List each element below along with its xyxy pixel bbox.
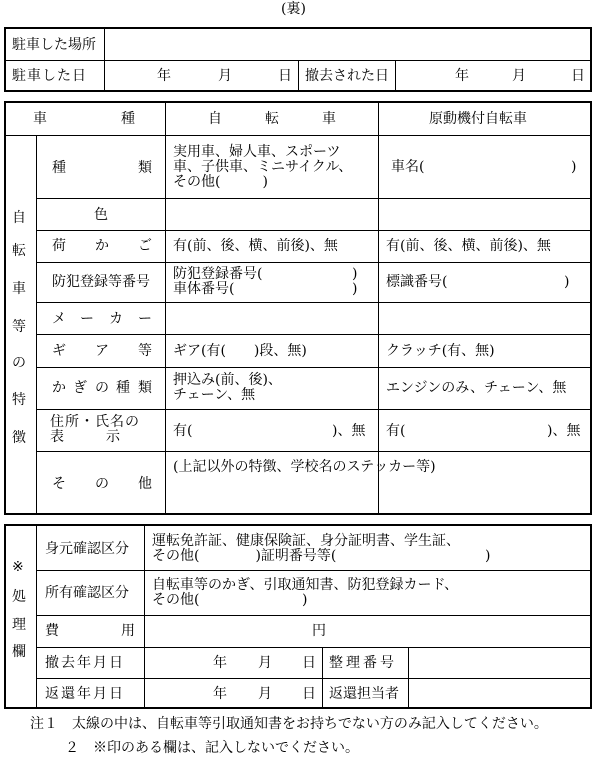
lock-moped-options[interactable]: エンジンのみ、チェーン、無 (386, 380, 567, 396)
parked-place-field[interactable] (106, 29, 590, 59)
kind-bicycle-line-2: 車、子供車、ミニサイクル、 (173, 159, 353, 175)
fee-field[interactable] (145, 616, 590, 646)
header-bicycle-1: 自 (208, 111, 222, 127)
basket-label-1: 荷 (52, 238, 66, 254)
lock-label-3: の (95, 380, 109, 396)
removed-date-field[interactable] (397, 62, 590, 90)
gear-label-1: ギ (52, 343, 66, 359)
address-bicycle-close: )、無 (332, 423, 366, 439)
identity-field[interactable] (145, 525, 590, 569)
parked-date-label: 駐車した日 (12, 68, 87, 84)
address-moped-text: 有( (386, 423, 406, 439)
ref-no-label: 整理番号 (329, 655, 397, 671)
processing-side-3: 欄 (12, 644, 26, 660)
kind-label-1: 種 (52, 160, 66, 176)
color-moped-field[interactable] (379, 199, 590, 229)
header-type-1: 車 (33, 111, 47, 127)
kind-bicycle-field[interactable] (166, 136, 377, 197)
other-label-2: の (95, 476, 109, 492)
return-date-label: 返還年月日 (45, 686, 125, 702)
basket-moped-options[interactable]: 有(前、後、横、前後)、無 (386, 238, 551, 254)
maker-label-1: メ (52, 311, 66, 327)
processing-side-mark: ※ (12, 559, 24, 575)
side-label-4: 等 (12, 319, 26, 335)
address-label-line-1: 住所・氏名の (50, 414, 140, 430)
parked-date-month: 月 (218, 68, 232, 84)
maker-label-3: カ (109, 311, 123, 327)
other-label-3: 他 (138, 476, 152, 492)
removed-date-label: 撤去された日 (305, 68, 389, 84)
page-side-mark: (裏) (281, 1, 306, 17)
ownership-close: ) (302, 592, 308, 608)
return-date-field[interactable] (145, 679, 321, 707)
address-bicycle-text: 有( (173, 423, 193, 439)
address-moped-field[interactable] (379, 410, 590, 450)
removed-date-month: 月 (512, 68, 526, 84)
color-bicycle-field[interactable] (166, 199, 377, 229)
identity-line-2: その他( )証明番号等( (152, 548, 337, 564)
fee-unit: 円 (312, 623, 326, 639)
ownership-field[interactable] (145, 571, 590, 614)
ownership-label: 所有確認区分 (45, 585, 129, 601)
registration-moped-text: 標識番号( (386, 274, 448, 290)
registration-moped-field[interactable] (379, 263, 590, 301)
registration-bicycle-field[interactable] (166, 263, 377, 301)
return-staff-label: 返還担当者 (329, 686, 399, 702)
basket-label-3: ご (138, 238, 152, 254)
note-1: 注１ 太線の中は、自転車等引取通知書をお持ちでない方のみ記入してください。 (30, 716, 548, 732)
gear-bicycle-options[interactable]: ギア(有( )段、無) (173, 343, 307, 359)
return-date-month: 月 (258, 686, 272, 702)
processing-side-1: 処 (12, 589, 26, 605)
identity-label: 身元確認区分 (45, 541, 129, 557)
return-date-day: 日 (302, 686, 316, 702)
maker-label-2: ー (80, 311, 94, 327)
kind-bicycle-line-1: 実用車、婦人車、スポーツ (173, 144, 341, 160)
parked-date-field[interactable] (106, 62, 297, 90)
fee-label-2: 用 (121, 623, 135, 639)
basket-bicycle-options[interactable]: 有(前、後、横、前後)、無 (173, 238, 338, 254)
maker-label-4: ー (138, 311, 152, 327)
identity-close: ) (485, 548, 491, 564)
ref-no-field[interactable] (409, 649, 590, 677)
side-label-2: 転 (12, 243, 26, 259)
removal-date-year: 年 (213, 655, 227, 671)
side-label-6: 特 (12, 392, 26, 408)
kind-moped-close: ) (571, 159, 577, 175)
gear-moped-options[interactable]: クラッチ(有、無) (386, 343, 495, 359)
address-label-line-2: 表 示 (50, 429, 120, 445)
lock-label-5: 類 (138, 380, 152, 396)
note-2: ２ ※印のある欄は、記入しないでください。 (65, 740, 359, 756)
registration-bicycle-line-1: 防犯登録番号( (173, 266, 263, 282)
identity-line-1: 運転免許証、健康保険証、身分証明書、学生証、 (152, 533, 460, 549)
ownership-line-1: 自転車等のかぎ、引取通知書、防犯登録カード、 (152, 577, 459, 593)
header-moped: 原動機付自転車 (429, 111, 527, 127)
kind-moped-field[interactable] (379, 136, 590, 197)
other-features-hint: (上記以外の特徴、学校名のステッカー等) (173, 459, 436, 475)
lock-bicycle-field[interactable] (166, 368, 377, 408)
removal-date-month: 月 (258, 655, 272, 671)
parked-date-day: 日 (278, 68, 292, 84)
return-date-year: 年 (213, 686, 227, 702)
lock-label-1: か (52, 380, 66, 396)
lock-bicycle-line-2: チェーン、無 (173, 387, 256, 403)
address-bicycle-field[interactable] (166, 410, 377, 450)
header-bicycle-3: 車 (322, 111, 336, 127)
registration-bicycle-close-2: ) (352, 281, 358, 297)
parked-place-label: 駐車した場所 (12, 37, 96, 53)
side-label-7: 徴 (12, 430, 26, 446)
processing-side-2: 理 (12, 617, 26, 633)
lock-label-2: ぎ (73, 380, 87, 396)
other-label-1: そ (52, 476, 66, 492)
fee-label-1: 費 (45, 623, 59, 639)
side-label-5: の (12, 355, 26, 371)
lock-bicycle-line-1: 押込み(前、後)、 (173, 372, 282, 388)
parked-date-year: 年 (157, 68, 171, 84)
return-staff-field[interactable] (409, 679, 590, 707)
registration-moped-close: ) (564, 274, 570, 290)
side-label-1: 自 (12, 210, 26, 226)
lock-label-4: 種 (116, 380, 130, 396)
maker-moped-field[interactable] (379, 303, 590, 333)
registration-bicycle-close-1: ) (352, 266, 358, 282)
kind-moped-text: 車名( (391, 159, 425, 175)
color-label: 色 (94, 207, 108, 223)
registration-bicycle-line-2: 車体番号( (173, 281, 235, 297)
basket-label-2: か (95, 238, 109, 254)
kind-bicycle-line-3: その他( ) (173, 174, 268, 190)
removal-date-field[interactable] (145, 649, 321, 677)
ownership-line-2: その他( (152, 592, 200, 608)
maker-bicycle-field[interactable] (166, 303, 377, 333)
removal-date-label: 撤去年月日 (45, 655, 125, 671)
header-type-2: 種 (121, 111, 135, 127)
kind-label-2: 類 (138, 160, 152, 176)
gear-label-3: 等 (138, 343, 152, 359)
header-bicycle-2: 転 (265, 111, 279, 127)
address-moped-close: )、無 (547, 423, 581, 439)
removed-date-year: 年 (455, 68, 469, 84)
removal-date-day: 日 (302, 655, 316, 671)
registration-label: 防犯登録等番号 (52, 274, 150, 290)
gear-label-2: ア (95, 343, 109, 359)
removed-date-day: 日 (571, 68, 585, 84)
side-label-3: 車 (12, 281, 26, 297)
other-features-field[interactable] (166, 452, 590, 513)
